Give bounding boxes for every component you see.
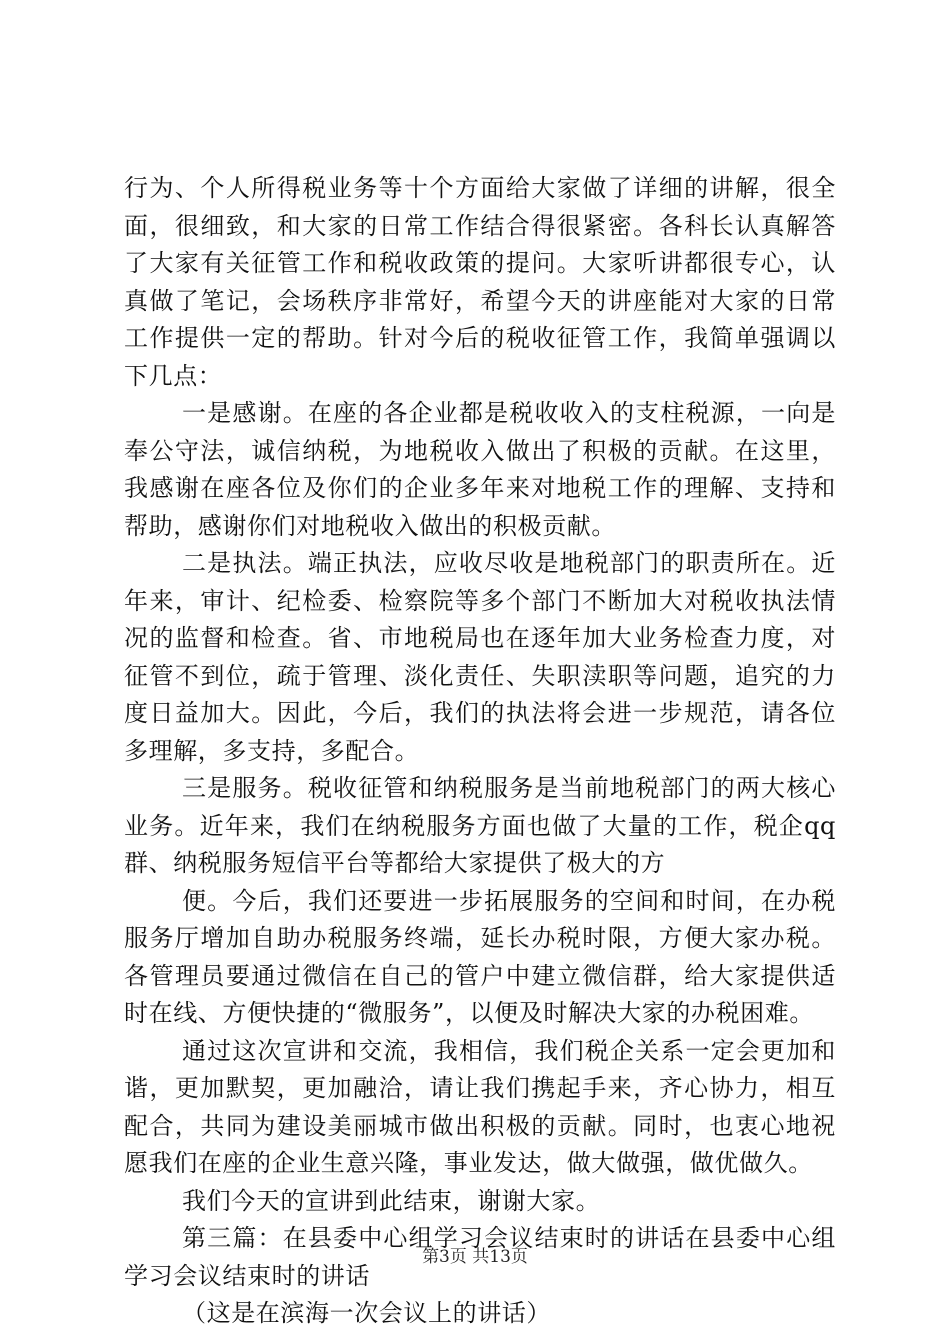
section-note: （这是在滨海一次会议上的讲话） [182,1299,551,1327]
paragraph-thanks: 一是感谢。在座的各企业都是税收收入的支柱税源，一向是奉公守法，诚信纳税，为地税收入做出了积极的贡献。在这里，我感谢在座各位及你们的企业多年来对地税工作的理解、支持和帮助，感谢你们对地税收入做出的积极贡献。 [124,399,836,540]
section-heading: 第三篇：在县委中心组学习会议结束时的讲话在县委中心组学习会议结束时的讲话 [124,1224,836,1290]
paragraph-closing: 通过这次宣讲和交流，我相信，我们税企关系一定会更加和谐，更加默契，更加融洽，请让我们携起手来，齐心协力，相互配合，共同为建设美丽城市做出积极的贡献。同时，也衷心地祝愿我们在座的企业生意兴隆，事业发达，做大做强，做优做久。 [124,1036,836,1177]
page-number: 第3页 共13页 [422,1247,528,1267]
paragraph-intro: 行为、个人所得税业务等十个方面给大家做了详细的讲解，很全面，很细致，和大家的日常工作结合得很紧密。各科长认真解答了大家有关征管工作和税收政策的提问。大家听讲都很专心，认真做了笔记，会场秩序非常好，希望今天的讲座能对大家的日常工作提供一定的帮助。针对今后的税收征管工作，我简单强调以下几点： [124,174,836,390]
paragraph-service-continued: 便。今后，我们还要进一步拓展服务的空间和时间，在办税服务厅增加自助办税服务终端，延长办税时限，方便大家办税。各管理员要通过微信在自己的管户中建立微信群，给大家提供适时在线、方便快捷的“微服务”，以便及时解决大家的办税困难。 [124,886,836,1027]
paragraph-enforcement: 二是执法。端正执法，应收尽收是地税部门的职责所在。近年来，审计、纪检委、检察院等多个部门不断加大对税收执法情况的监督和检查。省、市地税局也在逐年加大业务检查力度，对征管不到位，疏于管理、淡化责任、失职渎职等问题，追究的力度日益加大。因此，今后，我们的执法将会进一步规范，请各位多理解，多支持，多配合。 [124,549,836,765]
document-body [124,170,836,1333]
paragraph-service: 三是服务。税收征管和纳税服务是当前地税部门的两大核心业务。近年来，我们在纳税服务方面也做了大量的工作，税企qq群、纳税服务短信平台等都给大家提供了极大的方 [124,774,836,877]
paragraph-end: 我们今天的宣讲到此结束，谢谢大家。 [182,1186,601,1215]
